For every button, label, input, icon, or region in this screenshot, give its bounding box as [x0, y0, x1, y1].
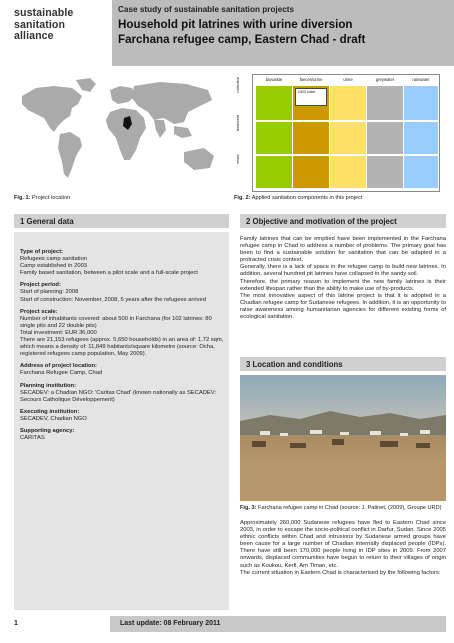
column-header-biowaste: biowaste [265, 77, 283, 82]
general-data-heading: Supporting agency: [20, 427, 75, 434]
column-header-faeces-urine: faeces/urine [299, 77, 323, 82]
row-separator-2 [256, 154, 438, 156]
udd-toilet-label-box: UDD toilet [295, 88, 327, 106]
figure-1-caption [14, 195, 70, 201]
paragraph: The current situation in Eastern Chad is characterised by the following factors: [240, 569, 441, 576]
objective-text [240, 236, 446, 321]
page-number: 1 [14, 620, 18, 627]
column-header-greywater: greywater [375, 77, 395, 82]
map-greenland [76, 78, 96, 92]
row-label-collection: collection [236, 77, 240, 93]
header-title-line-2: Farchana refugee camp, Eastern Chad - draft [118, 33, 366, 46]
paragraph: Generally, there is a lack of space in the refugee camp to build new latrines. In addition, several hundred pit latrines have collapsed in the sandy soil. [240, 264, 446, 278]
map-india [154, 120, 166, 138]
location-text [240, 520, 446, 577]
map-north-america [22, 86, 82, 132]
urine-column [330, 86, 366, 188]
general-data-line: SECADEV: a Chadian NGO: 'Caritas Chad' (known nationally as SECADEV: Secours Catholique Développement) [20, 389, 217, 403]
general-data-heading: Address of project location: [20, 363, 97, 370]
logo-line-2: sanitation [14, 18, 66, 31]
figure-2-caption [234, 195, 362, 201]
general-data-heading: Project scale: [20, 308, 58, 315]
general-data-heading: Planning institution: [20, 382, 77, 389]
general-data-heading: Type of project: [20, 249, 64, 255]
general-data-line: SECADEV, Chadian NGO [20, 415, 87, 422]
map-australia [184, 148, 214, 170]
row-label-reuse: reuse [236, 154, 240, 164]
column-header-urine: urine [343, 77, 353, 82]
header-subtitle: Case study of sustainable sanitation projects [118, 5, 295, 14]
refugee-camp-photo [240, 375, 446, 501]
map-asia [132, 82, 212, 124]
greywater-column [367, 86, 403, 188]
paragraph: Approximately 260,000 Sudanese refugees have fled to Eastern Chad since 2003, in order to escape the socio-political conflict in Darfur, Sudan. Since 2005 ethnic conflicts within Chad and intrusions by Sudanese armed groups have been cause for a large number of Chadian internally displaced people (IDPs). There have still been 170,000 people living in IDP sites in 2009. From 2007 onwards, displaced communities have begun to return to their villages of origin such as Koukou, Kerfi, Am Timan, etc. [240, 520, 446, 569]
general-data-line: Start of construction: November, 2008, 5 years after the refugees arrived [20, 296, 206, 303]
general-data-line: There are 21,153 refugees (approx. 5,650 households) in an area of: 1.72 sqm, which means a density of: 11,849 habitants/square kilometre (source: Ocha, registered refugees camp population, May 2009). [20, 337, 224, 358]
general-data-line: Start of planning: 2008 [20, 289, 79, 296]
general-data-line: Farchana Refugee Camp, Chad [20, 370, 103, 377]
paragraph: Therefore, the primary reason to implement the new family latrines is their extended lifespan rather than the ability to make use of by-products. [240, 278, 446, 292]
general-data-line: CARITAS [20, 435, 45, 442]
general-data-heading: Executing institution: [20, 408, 80, 415]
figure-3-caption-text: Farchana refugee camp in Chad (source: J. Patinet, (2009), Groupe URD) [258, 505, 442, 511]
figure-3-caption-label: Fig. 3: [240, 505, 257, 511]
section-3-heading: 3 Location and conditions [240, 357, 446, 371]
row-label-treatment: treatment [236, 114, 240, 132]
header-title-line-1: Household pit latrines with urine diversion [118, 18, 353, 31]
map-africa [106, 108, 146, 160]
map-southeast-asia [174, 126, 192, 138]
paragraph: The most innovative aspect of this latrine project is that it is adopted in a Chadian refugee camp for Sudanese refugees. In addition, it is an opportunity to raise awareness among humanitarian agencies for different existing forms of ecological sanitation. [240, 292, 446, 321]
logo-line-3: alliance [14, 30, 54, 42]
section-1-heading: 1 General data [14, 214, 229, 228]
logo-line-1: sustainable [14, 7, 74, 19]
column-header-rainwater: rainwater [412, 77, 430, 82]
general-data-content [20, 249, 225, 442]
rainwater-column [404, 86, 438, 188]
general-data-line: Family based sanitation, between a pilot scale and a full-scale project [20, 270, 198, 277]
general-data-line: Camp established in 2003 [20, 263, 88, 270]
general-data-heading: Project period: [20, 282, 61, 289]
figure-2-caption-text: Applied sanitation components in this project [251, 195, 363, 201]
map-south-america [58, 132, 82, 178]
figure-1-caption-text: Project location [32, 195, 71, 201]
row-separator-1 [256, 120, 438, 122]
figure-1-caption-label: Fig. 1: [14, 195, 31, 201]
general-data-line: Total investment: EUR 36,000 [20, 329, 97, 336]
logo [14, 8, 110, 43]
section-2-heading: 2 Objective and motivation of the project [240, 214, 446, 228]
paragraph: Family latrines that can be emptied have been implemented in the Farchana refugee camp in Chad to address a number of problems. The primary goal has been to find a sustainable solution for sanitation that can be adapted in a protracted crisis context. [240, 236, 446, 264]
world-map [14, 74, 224, 192]
last-update: Last update: 08 February 2011 [110, 616, 446, 632]
general-data-line: Refugees camp sanitation [20, 256, 88, 263]
figure-2-caption-label: Fig. 2: [234, 195, 251, 201]
general-data-line: Number of inhabitants covered: about 500 in Farchana (for 102 latrines: 80 single pits and 22 double pits) [20, 315, 212, 329]
figure-3-caption [240, 505, 446, 512]
biowaste-column [256, 86, 292, 188]
sanitation-components-diagram [234, 74, 444, 192]
map-europe [110, 86, 136, 104]
